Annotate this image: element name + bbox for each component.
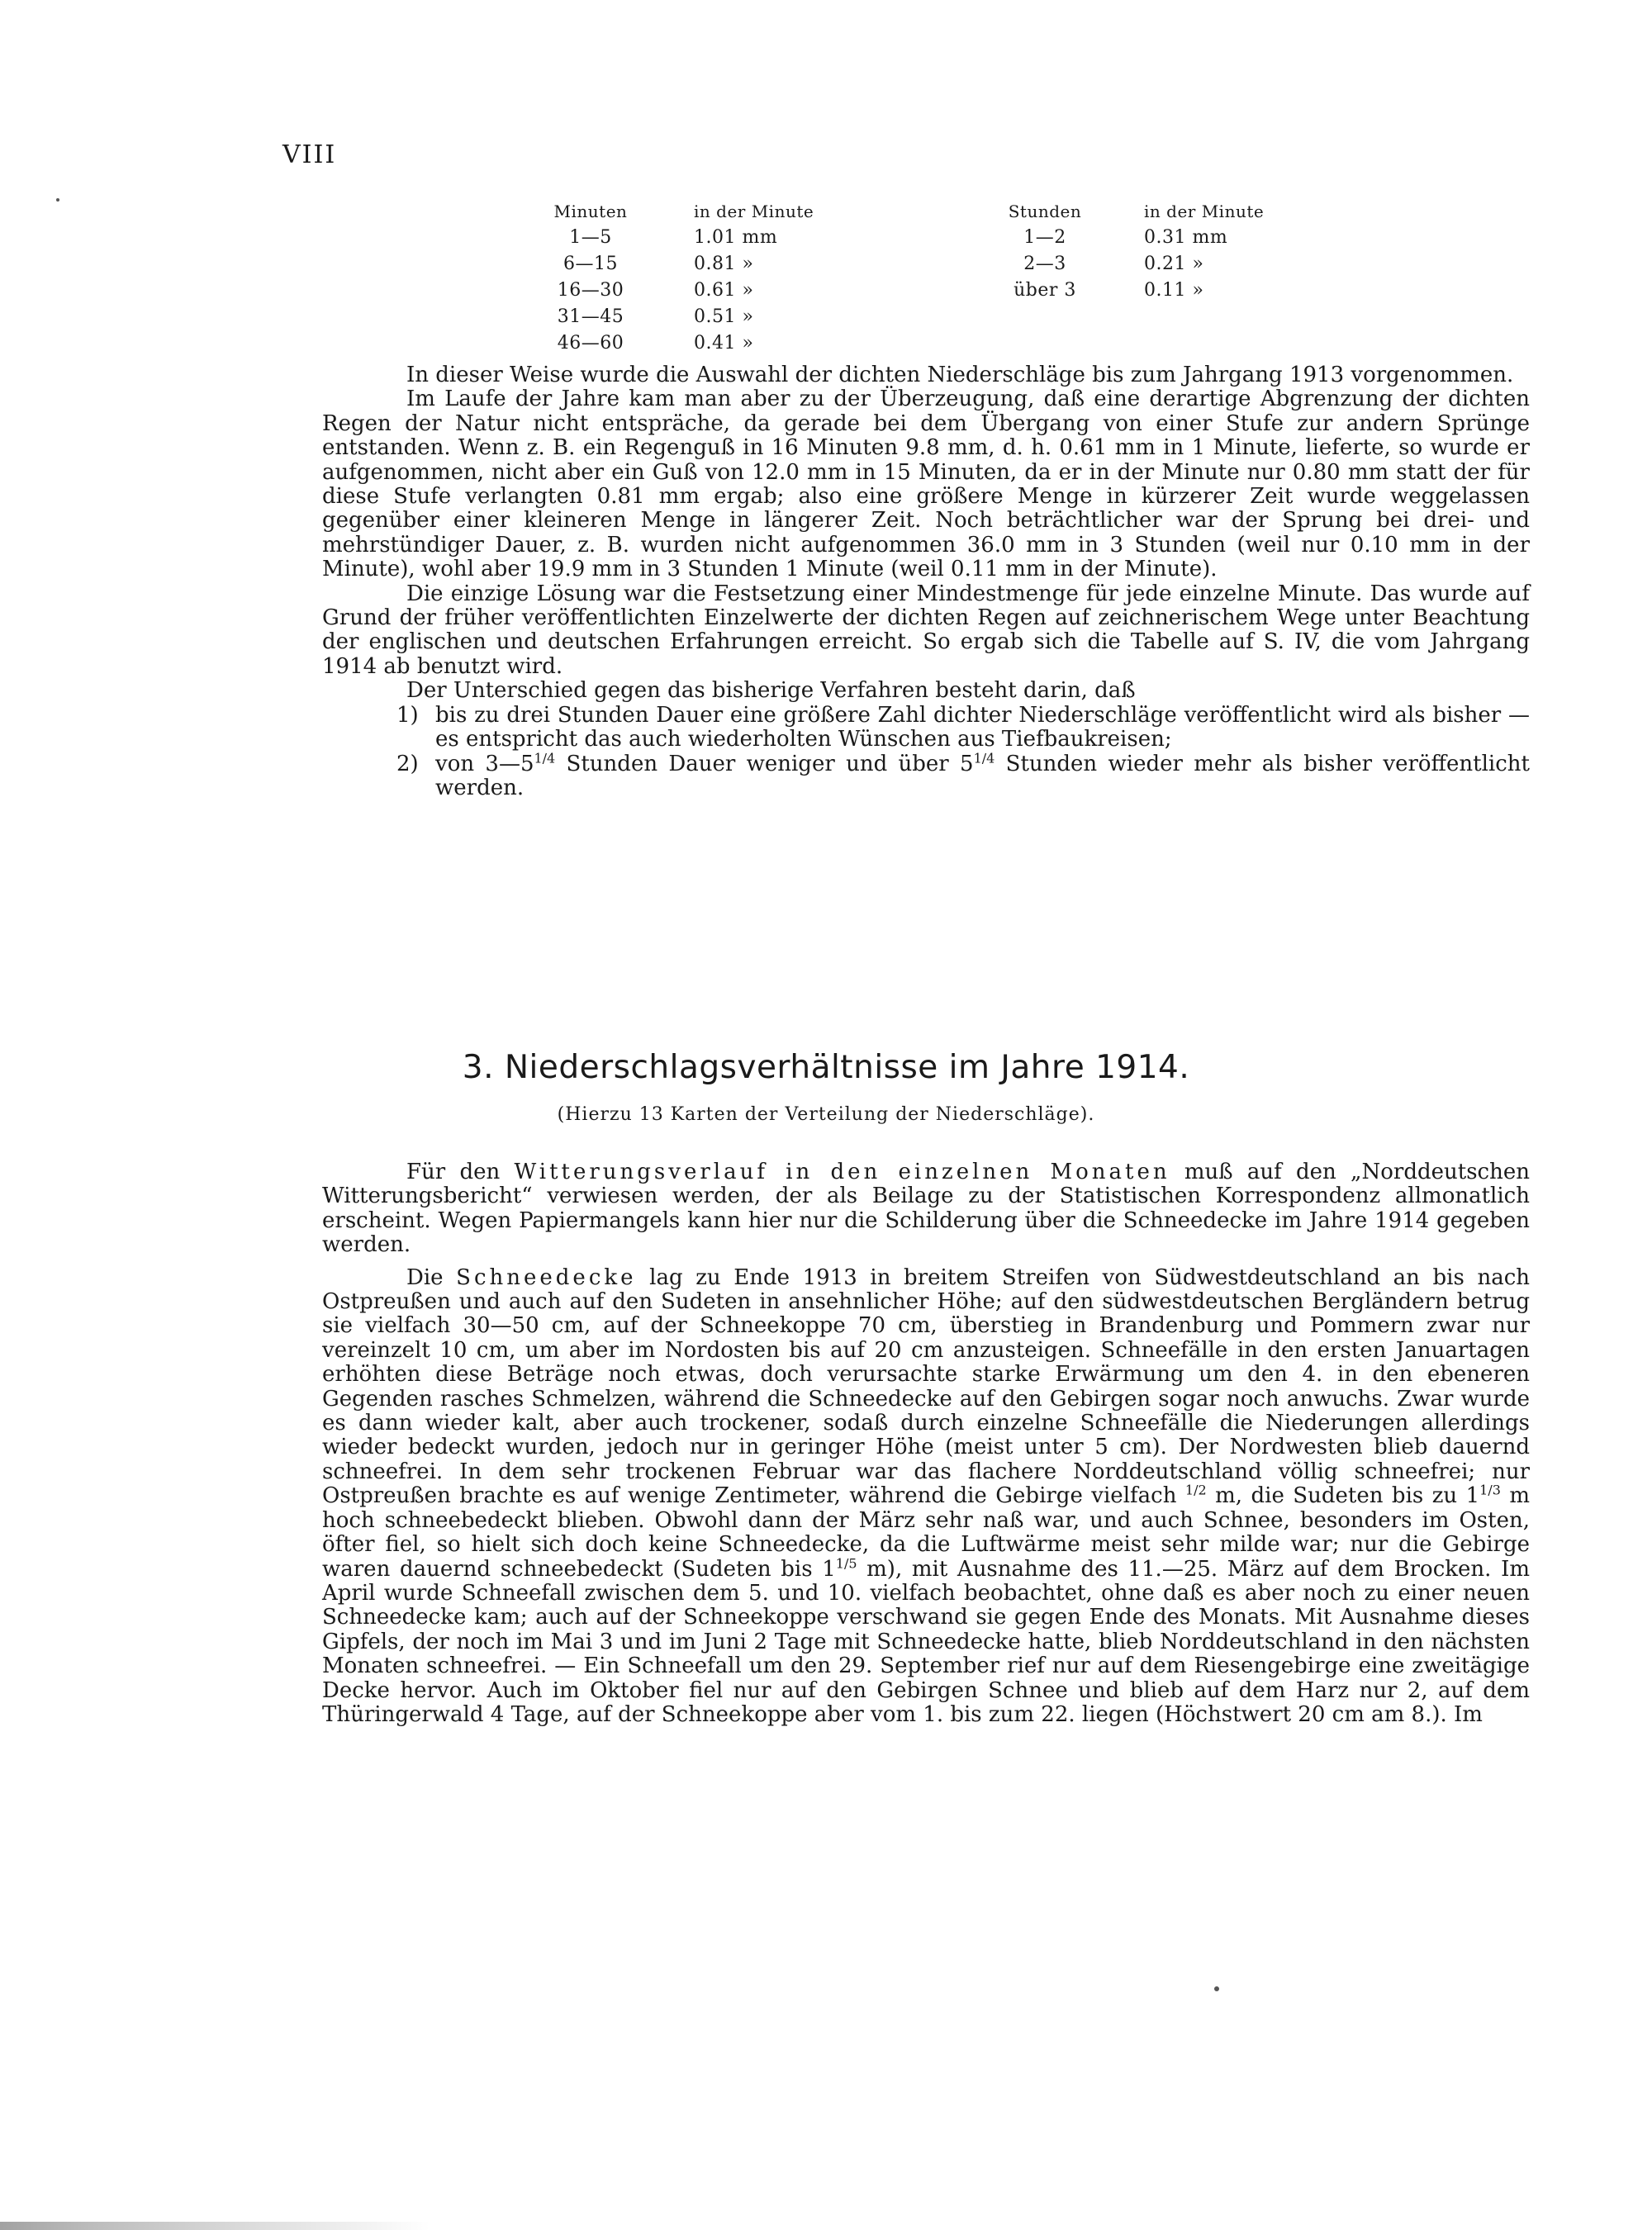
table-row [537, 251, 950, 278]
table-cell: 0.51 » [694, 306, 754, 327]
list-text: Stunden wieder mehr als bisher veröffentlicht werden. [435, 751, 1530, 800]
text-run: Die [406, 1264, 457, 1290]
text-run: lag zu Ende 1913 in breitem Streifen von Südwestdeutschland an bis nach Ostpreußen und auch auf den Sudeten in ansehnlicher Höhe; auf den südwestdeutschen Bergländern betrug sie vielfach 30—50 cm, auf der Schneekoppe 70 cm, überstieg in Brandenburg und Pommern zwar nur vereinzelt 10 cm, um aber im Nordosten bis auf 20 cm anzusteigen. Schneefälle in den ersten Januartagen erhöhten diese Beträge noch etwas, doch verursachte starke Erwärmung um den 4. in den ebeneren Gegenden rasches Schmelzen, während die Schneedecke auf den Gebirgen sogar noch anwuchs. Zwar wurde es dann wieder kalt, aber auch trockener, sodaß durch einzelne Schneefälle die Niederungen allerdings wieder bedeckt wurden, jedoch nur in geringer Höhe (meist unter 5 cm). Der Nordwesten blieb dauernd schneefrei. In dem sehr trockenen Februar war das flachere Norddeutschland völlig schneefrei; nur Ostpreußen brachte es auf wenige Zentimeter, während die Gebirge vielfach [322, 1264, 1530, 1509]
list-text: bis zu drei Stunden Dauer eine größere Zahl dichter Niederschläge veröffentlicht wird als bisher — es entspricht das auch wiederholten Wünschen aus Tiefbaukreisen; [435, 702, 1530, 752]
table-cell: 1—5 [569, 227, 612, 248]
table-cell: 6—15 [563, 254, 618, 274]
list-text: von 3—5 [435, 751, 534, 776]
table-cell: 0.21 » [1144, 254, 1204, 274]
text-run: Für den [406, 1160, 515, 1184]
table-row [999, 251, 1330, 278]
list-number: 1) [396, 702, 419, 728]
table-cell: 2—3 [1023, 254, 1066, 274]
section-1-text [322, 363, 1530, 800]
header-cell: in der Minute [1144, 202, 1265, 221]
numbered-list [322, 704, 1530, 801]
text-run: m hoch schneebedeckt blieben. Obwohl dann der März sehr naß war, und auch Schnee, besonders im Osten, öfter fiel, so hielt sich doch keine Schneedecke, da die Luftwärme meist sehr milde war; nur die Gebirge waren dauernd schneebedeckt (Sudeten bis 1 [322, 1483, 1531, 1582]
table-cell: 0.41 » [694, 333, 754, 353]
table-cell: 0.81 » [694, 254, 754, 274]
section-2-text [322, 1160, 1530, 1727]
fraction: 1/4 [534, 749, 556, 766]
spaced-text: Witterungsverlauf in den einzelnen Monaten [514, 1160, 1170, 1184]
table-row [537, 278, 950, 304]
fraction: 1/2 [1184, 1482, 1207, 1498]
header-cell: Minuten [553, 202, 628, 221]
fraction: 1/3 [1479, 1482, 1501, 1498]
table-cell: über 3 [1014, 280, 1076, 301]
table-cell: 0.31 mm [1144, 227, 1228, 248]
table-row [537, 225, 950, 251]
list-text: Stunden Dauer weniger und über 5 [555, 751, 974, 776]
table-cell: 1.01 mm [694, 227, 778, 248]
spaced-text: Schneedecke [456, 1264, 637, 1290]
hours-table [999, 198, 1330, 304]
table-header [999, 198, 1330, 225]
fraction: 1/4 [973, 749, 995, 766]
paragraph: In dieser Weise wurde die Auswahl der dichten Niederschläge bis zum Jahrgang 1913 vorgenommen. [406, 363, 1514, 387]
list-item [322, 704, 1530, 752]
minutes-table [537, 198, 950, 357]
list-item [322, 749, 1530, 801]
table-cell: 31—45 [557, 306, 624, 327]
section-title: 3. Niederschlagsverhältnisse im Jahre 1914. [462, 1049, 1190, 1086]
fraction: 1/5 [835, 1554, 857, 1571]
ink-dot [1214, 1986, 1219, 1991]
list-number: 2) [396, 751, 419, 776]
table-row [999, 278, 1330, 304]
text-run: muß auf den „Norddeutschen Witterungsbericht“ verwiesen werden, der als Beilage zu der Statistischen Korrespondenz allmonatlich erscheint. Wegen Papiermangels kann hier nur die Schilderung über die Schneedecke im Jahre 1914 gegeben werden. [322, 1160, 1530, 1258]
page-number: VIII [282, 140, 337, 169]
table-row [537, 330, 950, 357]
table-cell: 0.11 » [1144, 280, 1204, 301]
paragraph [322, 1160, 1530, 1258]
paragraph [322, 1266, 1530, 1728]
table-cell: 16—30 [557, 280, 624, 301]
paragraph: Im Laufe der Jahre kam man aber zu der Überzeugung, daß eine derartige Abgrenzung der dichten Regen der Natur nicht entspräche, da gerade bei dem Übergang von einer Stufe zur andern Sprünge entstanden. Wenn z. B. ein Regenguß in 16 Minuten 9.8 mm, d. h. 0.61 mm in 1 Minute, lieferte, so wurde er aufgenommen, nicht aber ein Guß von 12.0 mm in 15 Minuten, da er in der Minute nur 0.80 mm statt der für diese Stufe verlangten 0.81 mm ergab; also eine größere Menge in kürzerer Zeit wurde weggelassen gegenüber einer kleineren Menge in längerer Zeit. Noch beträchtlicher war der Sprung bei drei- und mehrstündiger Dauer, z. B. wurden nicht aufgenommen 36.0 mm in 3 Stunden (weil nur 0.10 mm in der Minute), wohl aber 19.9 mm in 3 Stunden 1 Minute (weil 0.11 mm in der Minute). [322, 387, 1530, 582]
list-intro: Der Unterschied gegen das bisherige Verfahren besteht darin, daß [406, 678, 1136, 704]
header-cell: in der Minute [694, 202, 814, 221]
paragraph: Die einzige Lösung war die Festsetzung einer Mindestmenge für jede einzelne Minute. Das wurde auf Grund der früher veröffentlichten Einzelwerte der dichten Regen auf zeichnerischem Wege unter Beachtung der englischen und deutschen Erfahrungen erreicht. So ergab sich die Tabelle auf S. IV, die vom Jahrgang 1914 ab benutzt wird. [322, 581, 1530, 679]
ink-dot [56, 198, 59, 202]
scan-edge-mark [0, 2222, 430, 2230]
table-cell: 1—2 [1023, 227, 1066, 248]
table-header [537, 198, 950, 225]
table-row [537, 304, 950, 330]
table-row [999, 225, 1330, 251]
text-run: m), mit Ausnahme des 11.—25. März auf dem Brocken. Im April wurde Schneefall zwischen dem 5. und 10. vielfach beobachtet, ohne daß es aber noch zu einer neuen Schneedecke kam; auch auf der Schneekoppe verschwand sie gegen Ende des Monats. Mit Ausnahme dieses Gipfels, der noch im Mai 3 und im Juni 2 Tage mit Schneedecke hatte, blieb Norddeutschland in den nächsten Monaten schneefrei. — Ein Schneefall um den 29. September rief nur auf dem Riesengebirge eine zweitägige Decke hervor. Auch im Oktober fiel nur auf den Gebirgen Schnee und blieb auf dem Harz nur 2, auf dem Thüringerwald 4 Tage, auf der Schneekoppe aber vom 1. bis zum 22. liegen (Höchstwert 20 cm am 8.). Im [322, 1556, 1530, 1727]
table-cell: 46—60 [557, 333, 624, 353]
table-cell: 0.61 » [694, 280, 754, 301]
section-subtitle: (Hierzu 13 Karten der Verteilung der Niederschläge). [557, 1104, 1095, 1125]
text-run: m, die Sudeten bis zu 1 [1206, 1483, 1480, 1509]
header-cell: Stunden [1008, 202, 1082, 221]
